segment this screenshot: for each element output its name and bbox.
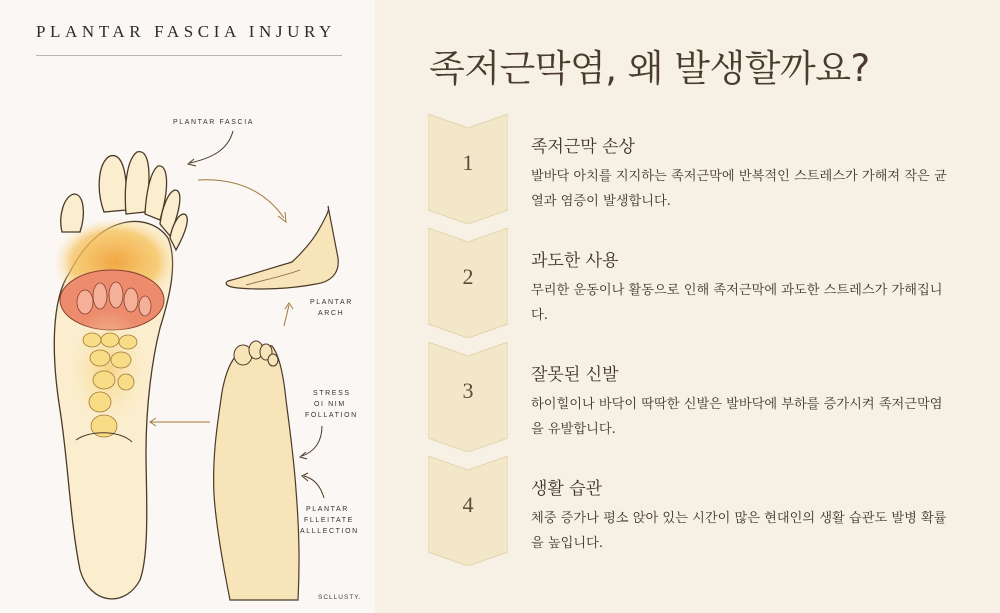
page-title: 족저근막염, 왜 발생할까요? — [429, 47, 870, 90]
step-description: 체중 증가나 평소 앉아 있는 시간이 많은 현대인의 생활 습관도 발병 확률을 높입니다. — [531, 511, 947, 551]
step-title: 잘못된 신발 — [531, 365, 619, 385]
step-number: 4 — [462, 492, 474, 517]
step-description: 하이힐이나 바닥이 딱딱한 신발은 발바닥에 부하를 증가시켜 족저근막염을 유발합니다. — [531, 397, 943, 437]
label-pfa-line1: PLANTAR — [306, 506, 349, 513]
step-description: 발바닥 아치를 지지하는 족저근막에 반복적인 스트레스가 가해져 작은 균열과 염증이 발생합니다. — [531, 169, 947, 209]
step-2 — [428, 228, 968, 338]
step-4 — [428, 456, 968, 566]
step-title: 과도한 사용 — [531, 251, 619, 271]
label-plantar-arch-line1: PLANTAR — [310, 299, 353, 306]
step-number: 2 — [462, 264, 474, 289]
side-arch-sketch — [226, 206, 338, 289]
step-number: 1 — [462, 150, 474, 175]
label-stress-line2: OI NIM — [314, 401, 346, 408]
step-title: 족저근막 손상 — [531, 137, 635, 157]
step-number: 3 — [462, 378, 474, 403]
step-description: 무리한 운동이나 활동으로 인해 족저근막에 과도한 스트레스가 가해집니다. — [531, 283, 943, 323]
foot-sole-sketch — [53, 218, 177, 599]
foot-illustration-panel — [0, 0, 375, 613]
label-pfa-line2: FLLEITATE — [304, 517, 354, 524]
artist-signature: SCLLUSTY. — [318, 594, 362, 601]
label-plantar-arch-line2: ARCH — [318, 310, 345, 317]
step-1 — [428, 114, 968, 224]
label-stress-line3: FOLLATION — [305, 412, 358, 419]
label-plantar-fascia: PLANTAR FASCIA — [173, 119, 255, 126]
standing-foot-sketch — [214, 341, 299, 600]
poster-title: PLANTAR FASCIA INJURY — [36, 22, 336, 41]
step-title: 생활 습관 — [531, 479, 603, 499]
step-3 — [428, 342, 968, 452]
label-stress-line1: STRESS — [313, 390, 351, 397]
label-pfa-line3: ALLLECTION — [300, 528, 359, 535]
